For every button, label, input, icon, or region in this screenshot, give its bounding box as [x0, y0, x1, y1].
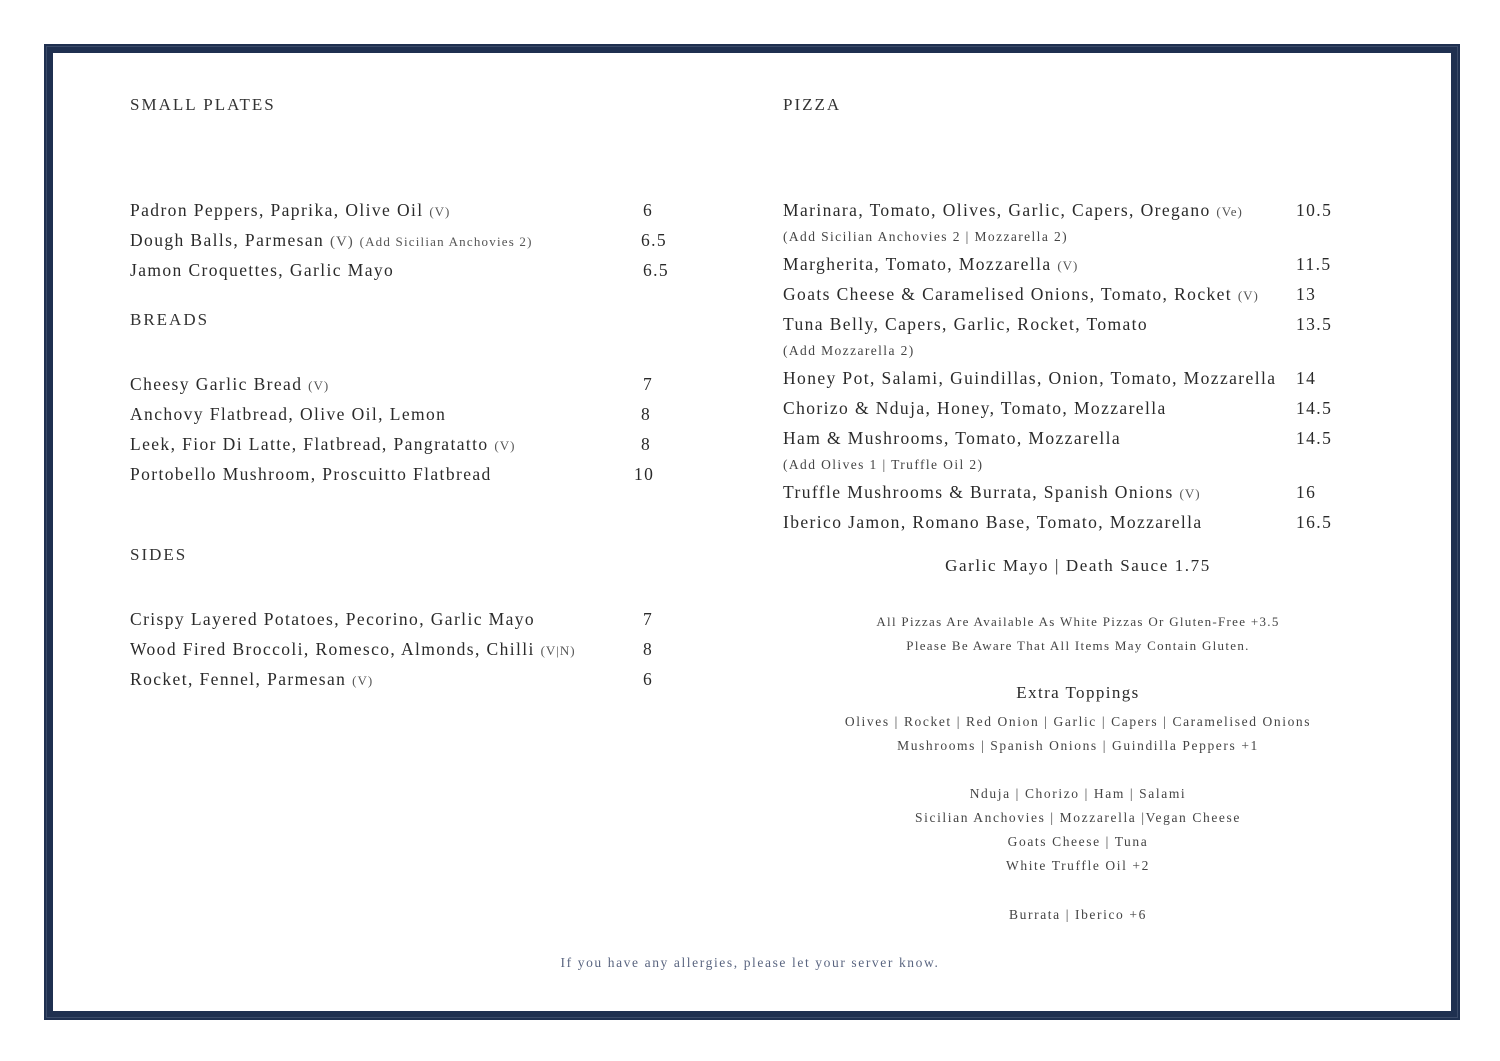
item-price: 6.5	[643, 260, 670, 280]
menu-item	[783, 507, 1373, 537]
item-price: 8	[641, 404, 652, 424]
item-tag: (V|N)	[540, 643, 576, 658]
item-name: Tuna Belly, Capers, Garlic, Rocket, Tomato	[783, 314, 1149, 334]
item-addon: (Add Olives 1 | Truffle Oil 2)	[783, 457, 984, 472]
item-name: Ham & Mushrooms, Tomato, Mozzarella	[783, 428, 1122, 448]
menu-item	[783, 249, 1373, 279]
menu-item	[130, 634, 690, 664]
item-name: Iberico Jamon, Romano Base, Tomato, Mozzarella	[783, 512, 1203, 532]
item-tag: (V)	[329, 234, 354, 250]
extra-toppings-title: Extra Toppings	[1016, 683, 1140, 702]
item-price: 6	[643, 669, 654, 689]
item-name: Goats Cheese & Caramelised Onions, Tomato, Rocket	[783, 284, 1233, 304]
menu-item	[130, 399, 690, 429]
pizza-heading: PIZZA	[783, 95, 842, 114]
item-name: Portobello Mushroom, Proscuitto Flatbread	[130, 464, 492, 484]
toppings-group-2	[783, 782, 1373, 878]
item-name: Margherita, Tomato, Mozzarella	[783, 254, 1052, 274]
item-price: 7	[643, 374, 654, 394]
item-price: 11.5	[1296, 254, 1332, 274]
item-name: Cheesy Garlic Bread	[130, 374, 303, 394]
item-tag: (V)	[429, 204, 451, 219]
item-price: 14.5	[1296, 398, 1333, 418]
item-price: 16	[1296, 482, 1317, 502]
item-price: 13.5	[1296, 314, 1333, 334]
menu-item	[130, 369, 690, 399]
toppings-line: Burrata | Iberico +6	[1009, 907, 1147, 922]
toppings-group-1	[783, 710, 1373, 758]
small-plates-heading: SMALL PLATES	[130, 95, 276, 114]
item-name: Chorizo & Nduja, Honey, Tomato, Mozzarella	[783, 398, 1167, 418]
toppings-line: Goats Cheese | Tuna	[1007, 834, 1149, 849]
right-column	[783, 94, 1373, 537]
menu-item	[130, 429, 690, 459]
item-name: Truffle Mushrooms & Burrata, Spanish Onions	[783, 482, 1174, 502]
left-column	[130, 94, 690, 694]
item-price: 13	[1296, 284, 1317, 304]
item-price: 8	[641, 434, 652, 454]
item-price: 10.5	[1296, 200, 1333, 220]
item-price: 16.5	[1296, 512, 1333, 532]
item-price: 6	[643, 200, 654, 220]
item-price: 14	[1296, 368, 1317, 388]
sauce-line: Garlic Mayo | Death Sauce 1.75	[945, 556, 1211, 575]
toppings-line: White Truffle Oil +2	[1006, 858, 1150, 873]
item-tag: (V)	[494, 438, 516, 453]
menu-item	[130, 459, 690, 489]
menu-item	[783, 363, 1373, 393]
menu-item	[783, 309, 1373, 339]
item-price: 7	[643, 609, 654, 629]
item-name: Jamon Croquettes, Garlic Mayo	[130, 260, 395, 280]
toppings-line: Sicilian Anchovies | Mozzarella |Vegan Cheese	[915, 810, 1241, 825]
item-tag: (V)	[1237, 288, 1259, 303]
item-name: Marinara, Tomato, Olives, Garlic, Capers, Oregano	[783, 200, 1211, 220]
allergy-footer: If you have any allergies, please let your server know.	[560, 955, 940, 970]
pizza-info	[783, 610, 1373, 658]
menu-item	[130, 604, 690, 634]
item-price: 10	[634, 464, 655, 484]
item-name: Anchovy Flatbread, Olive Oil, Lemon	[130, 404, 447, 424]
item-price: 14.5	[1296, 428, 1333, 448]
gluten-free-note: All Pizzas Are Available As White Pizzas Or Gluten-Free +3.5	[876, 614, 1280, 629]
item-tag: (Ve)	[1216, 204, 1243, 219]
menu-item	[130, 255, 690, 285]
item-name: Rocket, Fennel, Parmesan	[130, 669, 347, 689]
toppings-line: Mushrooms | Spanish Onions | Guindilla Peppers +1	[897, 738, 1259, 753]
item-price: 8	[643, 639, 654, 659]
item-name: Padron Peppers, Paprika, Olive Oil	[130, 200, 424, 220]
toppings-group-3	[783, 903, 1373, 927]
menu-item	[783, 423, 1373, 453]
menu-item	[783, 195, 1373, 225]
item-name: Leek, Fior Di Latte, Flatbread, Pangratatto	[130, 434, 489, 454]
item-addon: (Add Mozzarella 2)	[783, 343, 915, 358]
item-note: (Add Sicilian Anchovies 2)	[359, 234, 533, 249]
menu-item	[130, 664, 690, 694]
item-name: Wood Fired Broccoli, Romesco, Almonds, Chilli	[130, 639, 535, 659]
menu-item	[130, 195, 690, 225]
sides-heading: SIDES	[130, 545, 188, 564]
menu-item	[783, 279, 1373, 309]
item-price: 6.5	[641, 230, 668, 250]
menu-item	[783, 477, 1373, 507]
menu-item	[130, 225, 690, 255]
menu-item	[783, 393, 1373, 423]
toppings-line: Nduja | Chorizo | Ham | Salami	[969, 786, 1187, 801]
item-tag: (V)	[1179, 486, 1201, 501]
gluten-warning: Please Be Aware That All Items May Contain Gluten.	[906, 638, 1250, 653]
item-name: Dough Balls, Parmesan	[130, 230, 325, 250]
item-name: Honey Pot, Salami, Guindillas, Onion, Tomato, Mozzarella	[783, 368, 1277, 388]
item-addon: (Add Sicilian Anchovies 2 | Mozzarella 2)	[783, 229, 1069, 244]
toppings-line: Olives | Rocket | Red Onion | Garlic | Capers | Caramelised Onions	[844, 714, 1312, 729]
item-tag: (V)	[352, 673, 374, 688]
item-tag: (V)	[1057, 258, 1079, 273]
breads-heading: BREADS	[130, 310, 210, 329]
item-name: Crispy Layered Potatoes, Pecorino, Garlic Mayo	[130, 609, 536, 629]
item-tag: (V)	[308, 378, 330, 393]
